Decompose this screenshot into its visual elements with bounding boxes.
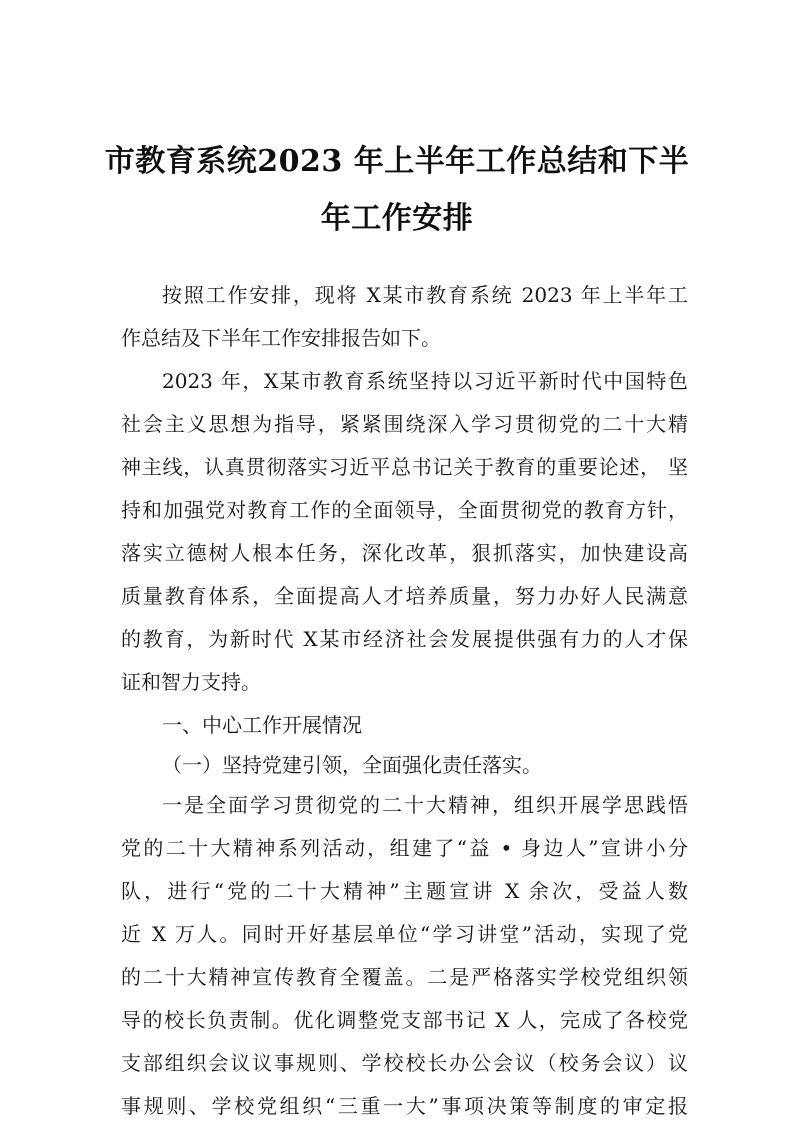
paragraph-line: 事规则、学校党组织“三重一大”事项决策等制度的审定报 (121, 1094, 688, 1118)
paragraph-line: 落实立德树人根本任务，深化改革，狠抓落实，加快建设高 (121, 541, 688, 565)
paragraph-line: 近 X 万人。同时开好基层单位“学习讲堂”活动，实现了党 (121, 922, 688, 946)
paragraph-line: 神主线，认真贯彻落实习近平总书记关于教育的重要论述， 坚 (121, 455, 688, 479)
paragraph-line: 持和加强党对教育工作的全面领导，全面贯彻党的教育方针， (121, 498, 688, 522)
subsection-heading: （一）坚持党建引领，全面强化责任落实。 (162, 753, 542, 777)
paragraph-line: 一是全面学习贯彻党的二十大精神，组织开展学思践悟 (162, 793, 688, 817)
paragraph-line: 导的校长负责制。优化调整党支部书记 X 人，完成了各校党 (121, 1008, 688, 1032)
paragraph-line: 作总结及下半年工作安排报告如下。 (121, 326, 441, 350)
paragraph-line: 的二十大精神宣传教育全覆盖。二是严格落实学校党组织领 (121, 965, 688, 989)
section-heading: 一、中心工作开展情况 (162, 713, 362, 737)
paragraph-line: 党的二十大精神系列活动，组建了“益 • 身边人”宣讲小分 (121, 836, 688, 860)
paragraph-line: 2023 年，X某市教育系统坚持以习近平新时代中国特色 (162, 369, 688, 393)
paragraph-line: 的教育，为新时代 X某市经济社会发展提供强有力的人才保 (121, 627, 688, 651)
paragraph-line: 按照工作安排，现将 X某市教育系统 2023 年上半年工 (162, 283, 688, 307)
paragraph-line: 队，进行“党的二十大精神”主题宣讲 X 余次，受益人数 (121, 879, 688, 903)
document-title-line-2: 年工作安排 (320, 201, 474, 236)
paragraph-line: 质量教育体系，全面提高人才培养质量，努力办好人民满意 (121, 584, 688, 608)
document-title-line-1: 市教育系统2023 年上半年工作总结和下半 (104, 144, 690, 179)
paragraph-line: 社会主义思想为指导，紧紧围绕深入学习贯彻党的二十大精 (121, 412, 688, 436)
paragraph-line: 支部组织会议议事规则、学校校长办公会议（校务会议）议 (121, 1051, 688, 1075)
paragraph-line: 证和智力支持。 (121, 670, 261, 694)
